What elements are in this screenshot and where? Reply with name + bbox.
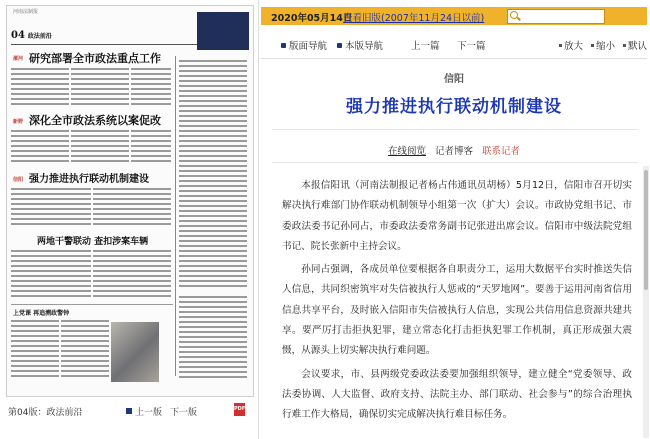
thumb-paper-name: 河南法制报: [13, 9, 39, 15]
thumb-headline[interactable]: 两地干警联动 查扣涉案车辆: [37, 237, 149, 247]
newspaper-page-thumbnail[interactable]: [6, 5, 254, 397]
thumb-headline[interactable]: 研究部署全市政法重点工作: [29, 52, 161, 65]
thumb-text-block: [11, 68, 69, 108]
thumb-text-block: [93, 250, 171, 300]
search-icon[interactable]: [510, 11, 518, 19]
thumb-page-number: 04 政法前沿: [11, 30, 52, 41]
thumb-column-rule: [175, 56, 176, 376]
page-thumbnail-pane: [0, 0, 259, 439]
thumb-text-block: [71, 68, 129, 108]
article-byline: [261, 143, 647, 157]
reporter-blog-link[interactable]: 记者博客: [434, 146, 473, 157]
thumb-news-photo: [111, 322, 159, 382]
prev-page-link[interactable]: 上一版: [126, 405, 162, 418]
thumb-text-block: [179, 296, 247, 382]
zoom-out-button[interactable]: 缩小: [591, 38, 615, 52]
thumb-tag: 漯河: [13, 56, 24, 62]
thumb-text-block: [11, 188, 91, 228]
thumb-headline[interactable]: 上党课 再追溯政警钟: [13, 310, 70, 317]
thumb-text-block: [131, 130, 171, 166]
thumb-text-block: [11, 250, 91, 300]
article-nav-bar: [261, 30, 647, 59]
default-size-button[interactable]: 默认: [623, 38, 647, 52]
section-nav-link[interactable]: 本版导航: [337, 38, 383, 52]
article-body: [282, 176, 632, 429]
issue-date: 2020年05月14日: [271, 13, 353, 24]
next-page-link[interactable]: 下一版: [170, 408, 198, 418]
contact-reporter-link[interactable]: 联系记者: [482, 146, 521, 157]
pdf-icon[interactable]: PDF: [234, 403, 245, 416]
thumb-text-block: [61, 320, 109, 382]
thumb-text-block: [71, 130, 129, 166]
search-input[interactable]: [522, 10, 600, 21]
title-divider: [272, 129, 638, 130]
old-issue-link[interactable]: 查看旧版(2007年11月24日以前): [343, 13, 485, 24]
next-article-link[interactable]: 下一篇: [457, 41, 486, 52]
article-paragraph: 会议要求，市、县两级党委政法委要加强组织领导，建立健全“党委领导、政法委协调、人大监督、政府支持、法院主办、部门联动、社会参与”的综合治理执行难工作大格局，确保切实完成解决执行难目标任务。: [282, 368, 632, 421]
article-title: 强力推进执行联动机制建设: [346, 97, 562, 117]
thumb-text-block: [131, 68, 171, 108]
current-page-label: 第04版：政法前沿: [8, 408, 83, 418]
layout-nav-link[interactable]: 版面导航: [281, 38, 327, 52]
default-size-icon: [623, 44, 626, 47]
thumb-text-block: [179, 60, 247, 290]
prev-article-link[interactable]: 上一篇: [411, 41, 440, 52]
thumb-tag: 信阳: [13, 177, 24, 183]
article-paragraph: 孙同占强调，各成员单位要根据各自职责分工，运用大数据平台实时推送失信人信息，共同织密筑牢对失信被执行人惩戒的“天罗地网”。要善于运用河南省信用信息共享平台，及时嵌入信阳市失信被执行人信息，实现公共信用信息资源共建共享。要严厉打击拒执犯罪，建立常态化打击拒执犯罪工作机制，真正形成强大震慑，从源头上切实解决执行难问题。: [282, 264, 632, 357]
zoom-out-icon: [591, 44, 594, 47]
byline-divider: [272, 162, 638, 163]
thumb-text-block: [11, 320, 59, 382]
thumb-headline[interactable]: 深化全市政法系统以案促改: [29, 114, 161, 127]
section-nav-icon: [337, 43, 342, 48]
scrollbar-thumb[interactable]: [644, 170, 648, 290]
thumb-banner-ad: [197, 12, 249, 50]
thumb-rule: [11, 304, 173, 305]
prev-square-icon: [126, 408, 132, 414]
thumb-text-block: [11, 130, 69, 166]
zoom-in-button[interactable]: 放大: [559, 38, 583, 52]
thumb-headline[interactable]: 强力推进执行联动机制建设: [29, 174, 149, 185]
online-read-link[interactable]: 在线阅览: [387, 146, 426, 157]
article-paragraph: 本报信阳讯（河南法制报记者杨占伟通讯员胡杨）5月12日，信阳市召开切实解决执行难部门协作联动机制领导小组第一次（扩大）会议。市政协党组书记、市委政法委书记孙同占，市委政法委常务副书记张进出席会议。信阳市中级法院党组书记、院长张新中主持会议。: [282, 180, 632, 252]
page-footer-nav: [6, 403, 252, 419]
zoom-in-icon: [559, 44, 562, 47]
thumb-text-block: [93, 188, 171, 228]
thumb-tag: 新野: [13, 119, 24, 125]
layout-nav-icon: [281, 43, 286, 48]
date-bar: [261, 7, 647, 25]
search-box: [507, 9, 605, 24]
article-region: 信阳: [444, 74, 464, 85]
